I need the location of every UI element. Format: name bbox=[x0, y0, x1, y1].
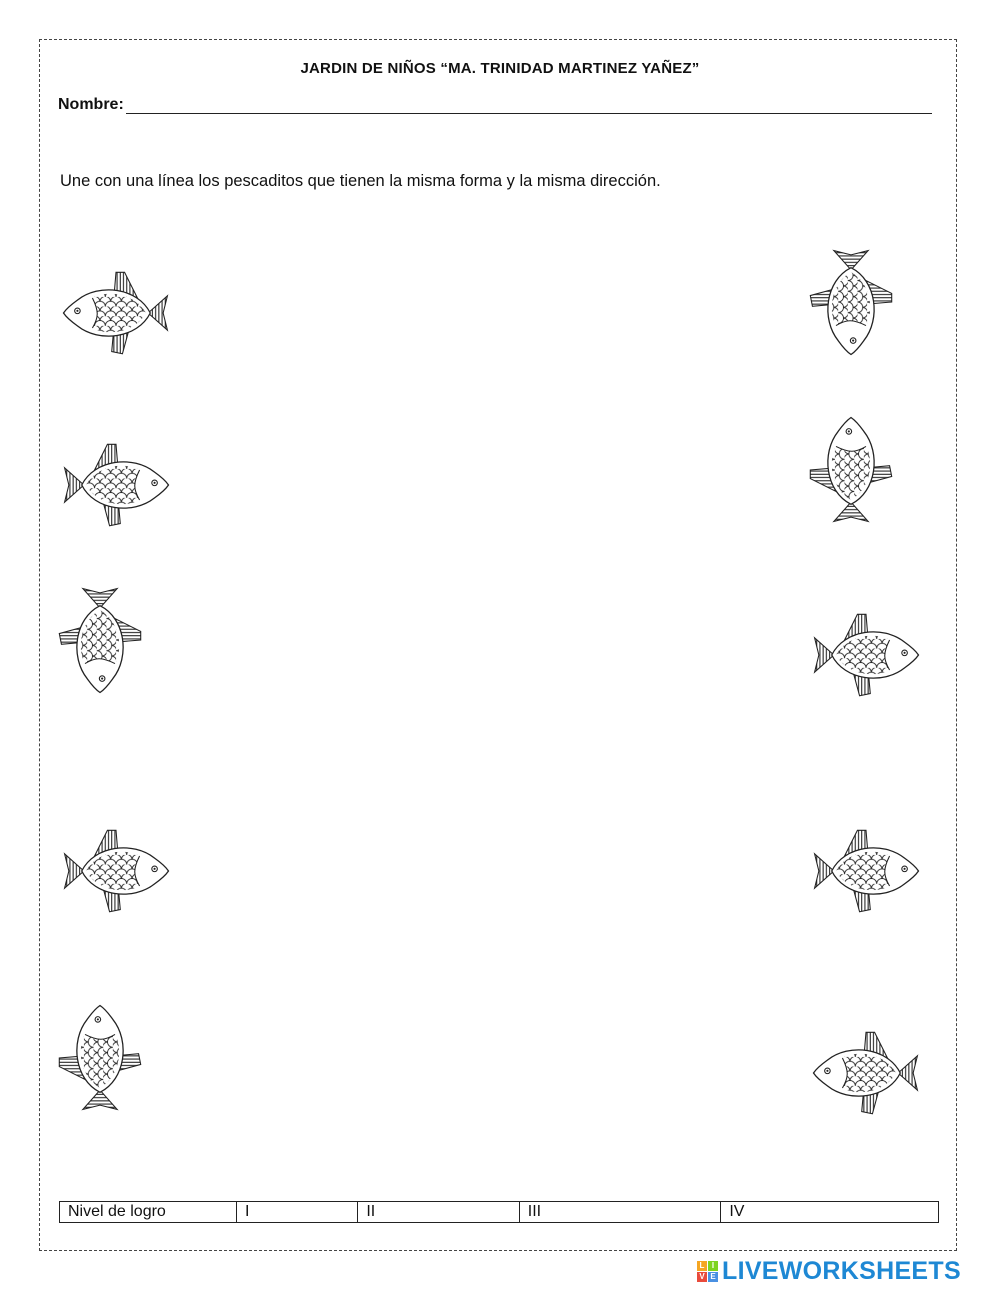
fish-right-2[interactable] bbox=[806, 416, 896, 524]
fish-left-3[interactable] bbox=[55, 586, 145, 694]
fish-left-1[interactable] bbox=[62, 268, 170, 358]
liveworksheets-logo bbox=[697, 1257, 961, 1286]
school-title: JARDIN DE NIÑOS “MA. TRINIDAD MARTINEZ YAÑEZ” bbox=[300, 60, 700, 77]
logo-letter-l: L bbox=[697, 1261, 707, 1271]
brand-name: LIVEWORKSHEETS bbox=[722, 1257, 961, 1285]
achievement-level-table bbox=[59, 1201, 939, 1223]
fish-right-1[interactable] bbox=[806, 248, 896, 356]
level-cell-1[interactable]: I bbox=[237, 1202, 358, 1223]
name-input-line[interactable] bbox=[126, 97, 932, 114]
fish-right-4[interactable] bbox=[812, 826, 920, 916]
level-cell-4[interactable]: IV bbox=[721, 1202, 939, 1223]
fish-left-2[interactable] bbox=[62, 440, 170, 530]
level-cell-2[interactable]: II bbox=[358, 1202, 519, 1223]
level-label-cell: Nivel de logro bbox=[60, 1202, 237, 1223]
logo-letter-v: V bbox=[697, 1272, 707, 1282]
fish-left-5[interactable] bbox=[55, 1004, 145, 1112]
name-label: Nombre: bbox=[58, 96, 124, 113]
logo-letter-i: I bbox=[708, 1261, 718, 1271]
name-field-row bbox=[58, 96, 932, 114]
level-cell-3[interactable]: III bbox=[519, 1202, 721, 1223]
logo-grid-icon bbox=[697, 1261, 718, 1282]
logo-letter-e: E bbox=[708, 1272, 718, 1282]
fish-left-4[interactable] bbox=[62, 826, 170, 916]
fish-right-3[interactable] bbox=[812, 610, 920, 700]
fish-right-5[interactable] bbox=[812, 1028, 920, 1118]
instruction-text: Une con una línea los pescaditos que tienen la misma forma y la misma dirección. bbox=[60, 172, 661, 190]
